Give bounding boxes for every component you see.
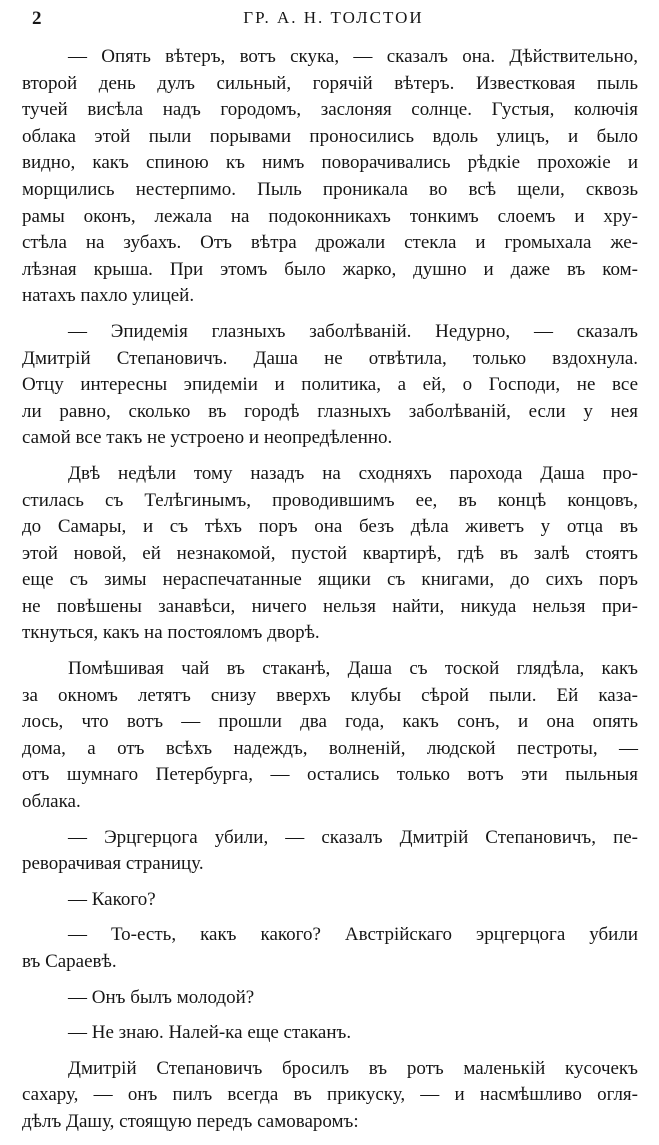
text-line: Дмитрій Степановичъ бросилъ въ ротъ маленькій кусочекъ [68, 1057, 638, 1079]
page-header [30, 8, 637, 38]
text-line: самой все такъ не устроено и неопредѣленно. [22, 427, 393, 449]
text-line: до Самары, и съ тѣхъ поръ она безъ дѣла живетъ у отца въ [22, 516, 638, 538]
running-title: ГР. А. Н. ТОЛСТОИ [243, 8, 424, 27]
text-line: облака. [22, 791, 81, 813]
paragraph [22, 1056, 638, 1136]
text-line: — Опять вѣтеръ, вотъ скука, — сказалъ она. Дѣйствительно, [68, 46, 638, 67]
paragraph [22, 825, 638, 878]
text-line: дома, а отъ всѣхъ надеждъ, волненій, людской пестроты, — [22, 737, 638, 759]
text-line: тучей висѣла надъ городомъ, заслоняя солнце. Густыя, колючія [22, 99, 638, 121]
text-line: Дмитрій Степановичъ. Даша не отвѣтила, только вздохнула. [22, 347, 638, 369]
text-line: реворачивая страницу. [22, 853, 204, 875]
text-line: второй день дулъ сильный, горячій вѣтеръ. Известковая пыль [22, 72, 638, 94]
paragraph [22, 985, 638, 1012]
text-line: — Не знаю. Налей-ка еще стаканъ. [68, 1022, 352, 1044]
text-line: этой новой, ей незнакомой, пустой квартирѣ, гдѣ въ залѣ стоятъ [22, 542, 638, 564]
text-line: натахъ пахло улицей. [22, 285, 195, 307]
text-line: облака этой пыли порывами проносились вдоль улицъ, и было [22, 125, 638, 147]
text-line: Помѣшивая чай въ стаканѣ, Даша съ тоской глядѣла, какъ [68, 658, 638, 680]
paragraph [22, 461, 638, 647]
text-line: рамы оконъ, лежала на подоконникахъ тонкимъ слоемъ и хру- [22, 205, 638, 227]
text-line: за окномъ летятъ снизу вверхъ клубы сѣрой пыли. Ей каза- [22, 684, 638, 706]
paragraph [22, 319, 638, 452]
text-line: стѣла на зубахъ. Отъ вѣтра дрожали стекла и громыхала же- [22, 232, 638, 254]
paragraph [22, 922, 638, 975]
text-line: стилась съ Телѣгинымъ, проводившимъ ее, въ концѣ концовъ, [22, 489, 638, 511]
text-line: лось, что вотъ — прошли два года, какъ сонъ, и она опять [22, 711, 638, 733]
text-line: — Какого? [68, 888, 156, 910]
text-line: морщились нестерпимо. Пыль проникала во всѣ щели, сквозь [22, 178, 638, 200]
paragraph [22, 887, 638, 914]
text-line: Двѣ недѣли тому назадъ на сходняхъ парохода Даша про- [68, 462, 638, 484]
text-line: — Онъ былъ молодой? [68, 986, 255, 1008]
text-line: — Эрцгерцога убили, — сказалъ Дмитрій Степановичъ, пе- [68, 826, 638, 848]
text-line: сахару, — онъ пилъ всегда въ прикуску, — и насмѣшливо огля- [22, 1084, 638, 1106]
page-number: 2 [32, 8, 42, 29]
text-line: отъ шумнаго Петербурга, — остались только вотъ эти пыльныя [22, 764, 638, 786]
paragraph [22, 44, 638, 310]
text-line: въ Сараевѣ. [22, 951, 117, 972]
body-text [22, 44, 638, 1145]
text-line: ли равно, сколько въ городѣ глазныхъ заболѣваній, если у нея [22, 400, 638, 422]
text-line: не повѣшены занавѣси, ничего нельзя найти, никуда нельзя при- [22, 595, 638, 617]
text-line: ткнуться, какъ на постояломъ дворѣ. [22, 622, 320, 644]
paragraph [22, 656, 638, 816]
text-line: видно, какъ спиною къ нимъ поворачивались рѣдкіе прохожіе и [22, 152, 638, 174]
text-line: — Эпидемія глазныхъ заболѣваній. Недурно, — сказалъ [68, 320, 638, 342]
text-line: лѣзная крыша. При этомъ было жарко, душно и даже въ ком- [22, 258, 638, 280]
text-line: Отцу интересны эпидеміи и политика, а ей, о Господи, не все [22, 374, 638, 396]
text-line: — То-есть, какъ какого? Австрійскаго эрцгерцога убили [68, 924, 638, 946]
text-line: еще съ зимы нераспечатанные ящики съ книгами, до сихъ поръ [22, 569, 638, 591]
text-line: дѣлъ Дашу, стоящую передъ самоваромъ: [22, 1110, 359, 1132]
paragraph [22, 1020, 638, 1047]
